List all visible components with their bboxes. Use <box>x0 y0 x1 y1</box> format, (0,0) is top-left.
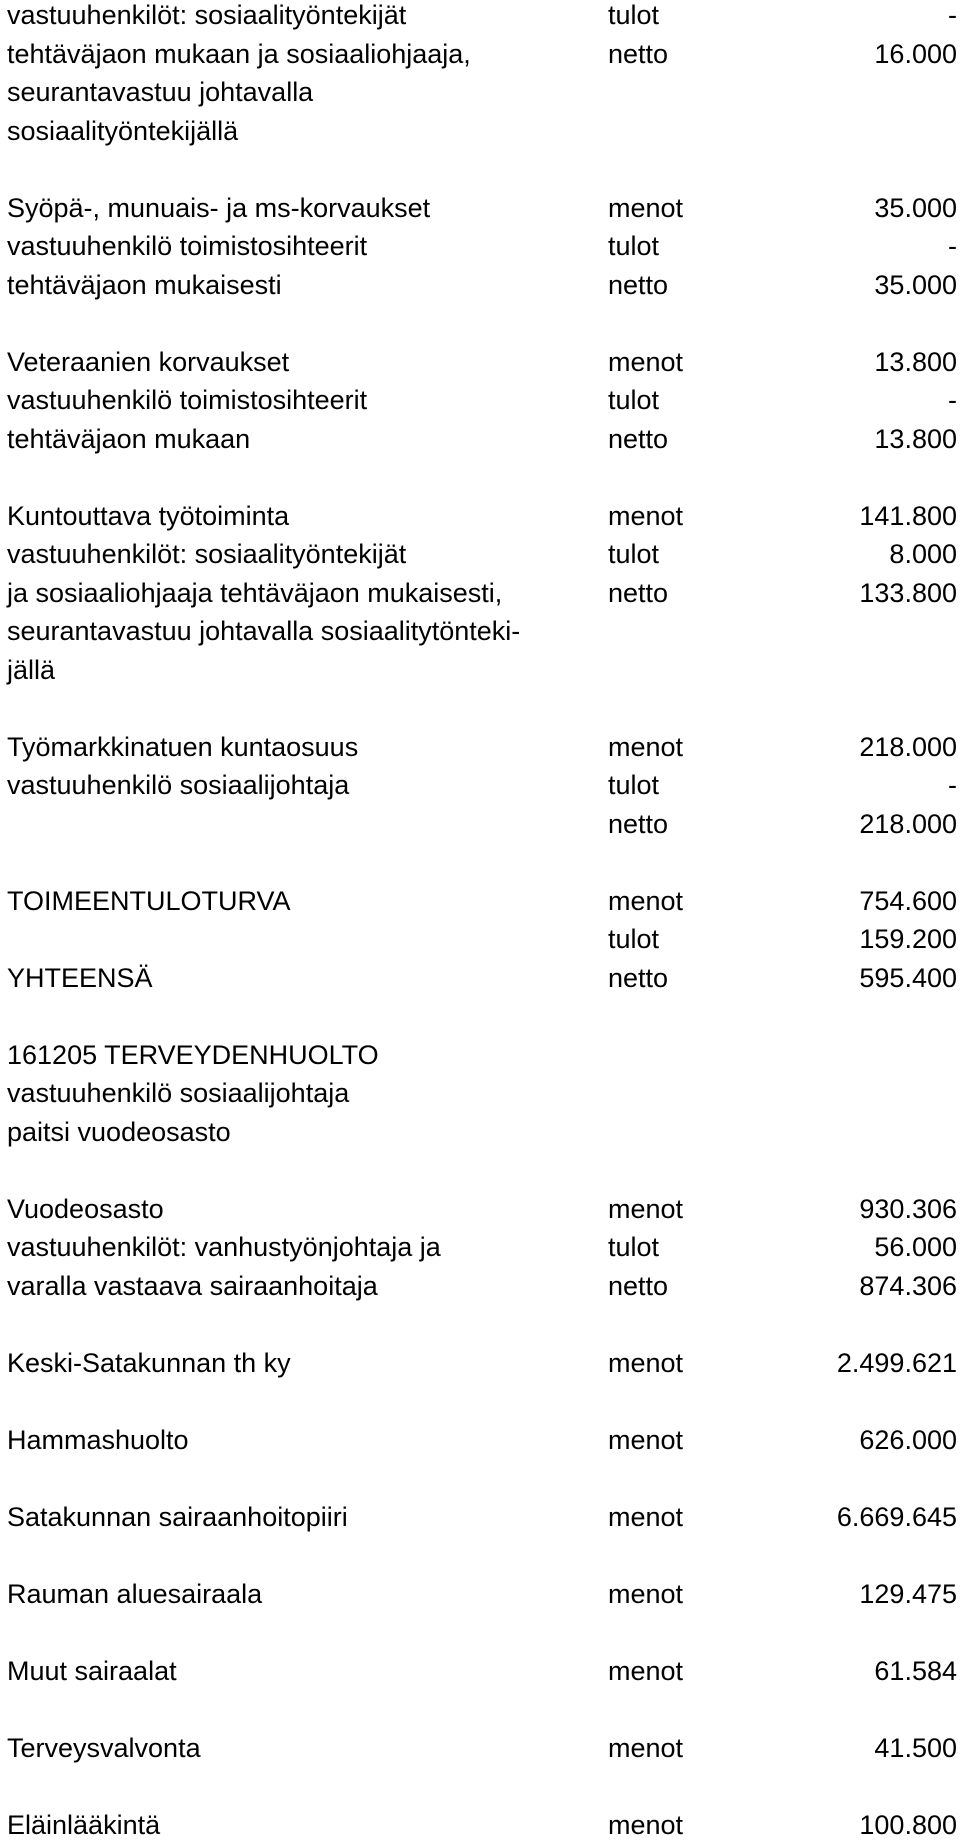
line-type: menot <box>608 1734 683 1762</box>
line-description: Satakunnan sairaanhoitopiiri <box>7 1503 348 1531</box>
line-description: vastuuhenkilö toimistosihteerit <box>7 232 367 260</box>
budget-line <box>7 1309 957 1348</box>
line-amount: 16.000 <box>874 40 957 68</box>
line-description: Terveysvalvonta <box>7 1734 201 1762</box>
line-description: sosiaalityöntekijällä <box>7 117 238 145</box>
budget-line <box>7 1463 957 1502</box>
line-amount: 41.500 <box>874 1734 957 1762</box>
budget-line <box>7 308 957 347</box>
line-description: vastuuhenkilöt: sosiaalityöntekijät <box>7 540 406 568</box>
line-description: seurantavastuu johtavalla sosiaalitytönteki- <box>7 617 520 645</box>
line-amount: 6.669.645 <box>837 1503 957 1531</box>
line-description: varalla vastaava sairaanhoitaja <box>7 1272 378 1300</box>
budget-line <box>7 1771 957 1810</box>
line-description: TOIMEENTULOTURVA <box>7 887 291 915</box>
budget-line <box>7 116 957 155</box>
line-description: tehtäväjaon mukaan <box>7 425 250 453</box>
budget-line <box>7 847 957 886</box>
line-amount: 100.800 <box>859 1811 957 1839</box>
line-description: Rauman aluesairaala <box>7 1580 262 1608</box>
line-amount: 2.499.621 <box>837 1349 957 1377</box>
budget-line <box>7 770 957 809</box>
budget-line <box>7 963 957 1002</box>
line-amount: 35.000 <box>874 194 957 222</box>
budget-line <box>7 1232 957 1271</box>
budget-line <box>7 1117 957 1156</box>
line-amount: 13.800 <box>874 348 957 376</box>
line-type: netto <box>608 425 668 453</box>
line-amount: 754.600 <box>859 887 957 915</box>
line-type: netto <box>608 1272 668 1300</box>
line-amount: 133.800 <box>859 579 957 607</box>
budget-line <box>7 385 957 424</box>
budget-line <box>7 154 957 193</box>
line-amount: 141.800 <box>859 502 957 530</box>
line-description: jällä <box>7 656 55 684</box>
line-amount: 218.000 <box>859 733 957 761</box>
budget-line <box>7 1540 957 1579</box>
line-amount: 8.000 <box>889 540 957 568</box>
line-type: menot <box>608 887 683 915</box>
line-type: tulot <box>608 925 659 953</box>
line-amount: 595.400 <box>859 964 957 992</box>
line-description: Eläinlääkintä <box>7 1811 160 1839</box>
budget-line <box>7 1733 957 1772</box>
line-description: Muut sairaalat <box>7 1657 177 1685</box>
line-type: menot <box>608 1349 683 1377</box>
line-type: tulot <box>608 1233 659 1261</box>
budget-line <box>7 616 957 655</box>
line-description: 161205 TERVEYDENHUOLTO <box>7 1041 379 1069</box>
budget-line <box>7 424 957 463</box>
budget-line <box>7 1348 957 1387</box>
budget-line <box>7 655 957 694</box>
line-description: vastuuhenkilöt: sosiaalityöntekijät <box>7 1 406 29</box>
line-type: netto <box>608 810 668 838</box>
line-type: netto <box>608 964 668 992</box>
line-description: vastuuhenkilö sosiaalijohtaja <box>7 771 349 799</box>
line-type: netto <box>608 579 668 607</box>
budget-line <box>7 1656 957 1695</box>
line-type: netto <box>608 271 668 299</box>
budget-line <box>7 1078 957 1117</box>
line-type: menot <box>608 1811 683 1839</box>
line-amount: 35.000 <box>874 271 957 299</box>
line-description: tehtäväjaon mukaan ja sosiaaliohjaaja, <box>7 40 471 68</box>
line-type: menot <box>608 502 683 530</box>
line-amount: 56.000 <box>874 1233 957 1261</box>
budget-document <box>7 0 957 1848</box>
budget-line <box>7 462 957 501</box>
line-amount: 129.475 <box>859 1580 957 1608</box>
line-type: tulot <box>608 540 659 568</box>
line-description: Työmarkkinatuen kuntaosuus <box>7 733 358 761</box>
line-description: seurantavastuu johtavalla <box>7 78 313 106</box>
line-description: vastuuhenkilö sosiaalijohtaja <box>7 1079 349 1107</box>
line-type: menot <box>608 1426 683 1454</box>
line-description: paitsi vuodeosasto <box>7 1118 231 1146</box>
line-type: menot <box>608 194 683 222</box>
budget-line <box>7 1810 957 1848</box>
line-type: menot <box>608 1195 683 1223</box>
line-description: ja sosiaaliohjaaja tehtäväjaon mukaisesti, <box>7 579 502 607</box>
line-type: menot <box>608 733 683 761</box>
budget-line <box>7 539 957 578</box>
budget-line <box>7 1579 957 1618</box>
line-type: tulot <box>608 1 659 29</box>
budget-line <box>7 693 957 732</box>
budget-line <box>7 886 957 925</box>
line-description: Vuodeosasto <box>7 1195 164 1223</box>
budget-line <box>7 193 957 232</box>
line-amount: 159.200 <box>859 925 957 953</box>
budget-line <box>7 924 957 963</box>
line-type: menot <box>608 1503 683 1531</box>
budget-line <box>7 1194 957 1233</box>
budget-line <box>7 501 957 540</box>
line-amount: 626.000 <box>859 1426 957 1454</box>
budget-line <box>7 1694 957 1733</box>
budget-line <box>7 231 957 270</box>
line-description: vastuuhenkilöt: vanhustyönjohtaja ja <box>7 1233 441 1261</box>
budget-line <box>7 1502 957 1541</box>
line-type: menot <box>608 348 683 376</box>
budget-line <box>7 1617 957 1656</box>
budget-line <box>7 39 957 78</box>
budget-line <box>7 1040 957 1079</box>
line-type: tulot <box>608 771 659 799</box>
line-description: Hammashuolto <box>7 1426 189 1454</box>
line-description: YHTEENSÄ <box>7 964 153 992</box>
line-description: vastuuhenkilö toimistosihteerit <box>7 386 367 414</box>
line-description: Kuntouttava työtoiminta <box>7 502 289 530</box>
line-amount: 61.584 <box>874 1657 957 1685</box>
budget-line <box>7 1271 957 1310</box>
line-description: tehtäväjaon mukaisesti <box>7 271 282 299</box>
line-amount: 874.306 <box>859 1272 957 1300</box>
line-amount: - <box>948 771 957 799</box>
budget-line <box>7 1425 957 1464</box>
line-amount: - <box>948 386 957 414</box>
budget-line <box>7 77 957 116</box>
line-amount: - <box>948 1 957 29</box>
line-type: menot <box>608 1657 683 1685</box>
line-description: Keski-Satakunnan th ky <box>7 1349 291 1377</box>
line-type: netto <box>608 40 668 68</box>
line-amount: 930.306 <box>859 1195 957 1223</box>
line-amount: 13.800 <box>874 425 957 453</box>
budget-line <box>7 1001 957 1040</box>
line-amount: 218.000 <box>859 810 957 838</box>
line-type: tulot <box>608 386 659 414</box>
budget-line <box>7 0 957 39</box>
budget-line <box>7 809 957 848</box>
line-description: Syöpä-, munuais- ja ms-korvaukset <box>7 194 430 222</box>
budget-line <box>7 270 957 309</box>
budget-line <box>7 1386 957 1425</box>
budget-line <box>7 1155 957 1194</box>
budget-line <box>7 732 957 771</box>
budget-line <box>7 578 957 617</box>
line-amount: - <box>948 232 957 260</box>
budget-line <box>7 347 957 386</box>
line-type: menot <box>608 1580 683 1608</box>
line-type: tulot <box>608 232 659 260</box>
line-description: Veteraanien korvaukset <box>7 348 289 376</box>
